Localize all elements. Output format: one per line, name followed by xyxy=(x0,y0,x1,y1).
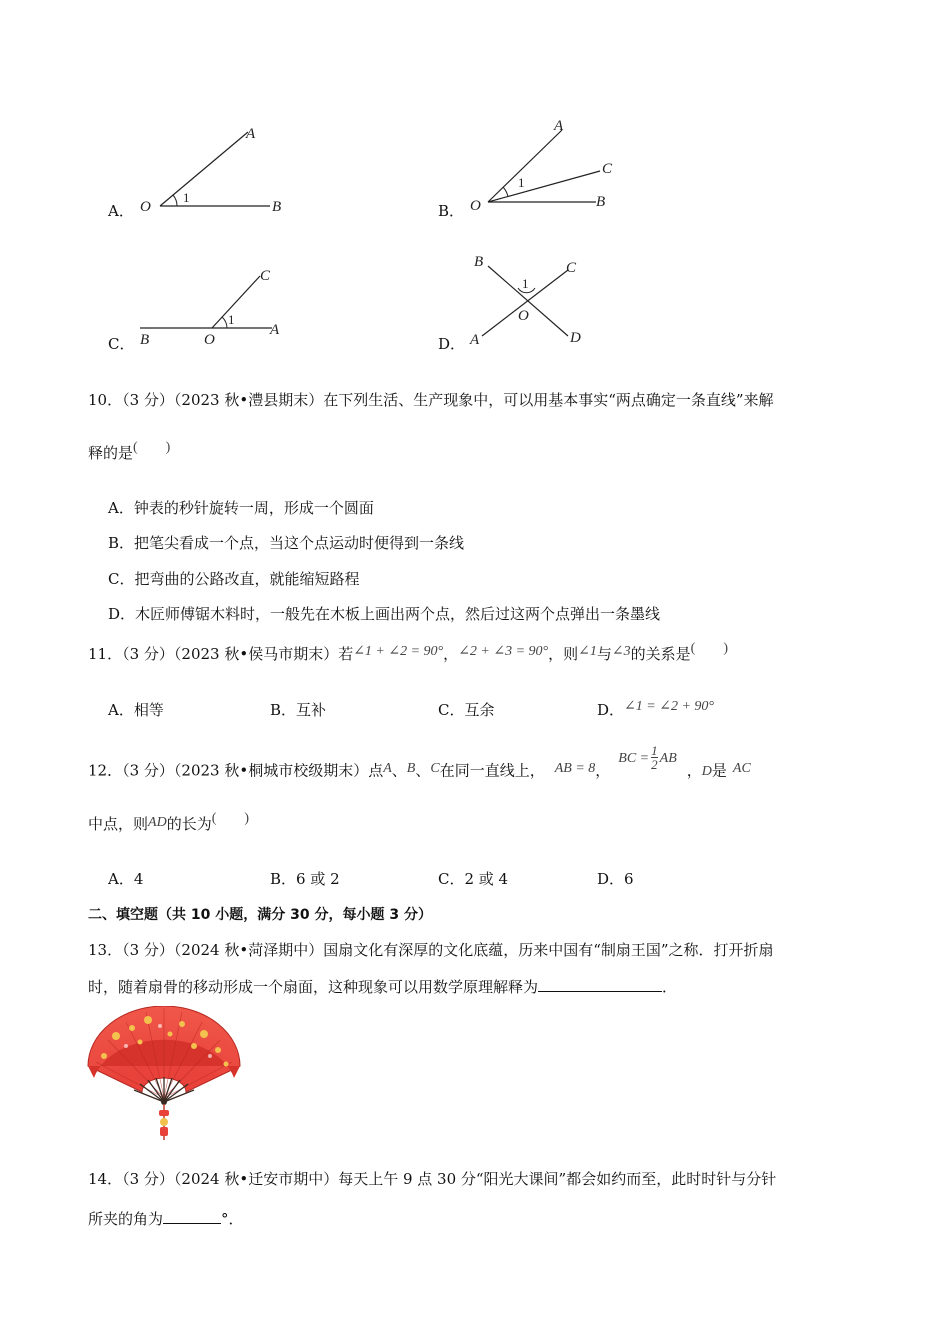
q9c-label-c: C xyxy=(260,268,271,284)
q12-stem-line1: 12．（3 分）（2023 秋•桐城市校级期末）点A、B、C在同一直线上， AB = 8，BC = $\frac{1}{2}$ AB，D是 AC xyxy=(88,743,751,780)
q11-option-d: D．∠1 = ∠2 + 90° xyxy=(597,699,714,719)
q9b-label-a: A xyxy=(554,118,564,134)
q10-option-b: B．把笔尖看成一个点，当这个点运动时便得到一条线 xyxy=(108,534,465,552)
q9d-label-1: 1 xyxy=(522,276,529,291)
q9d-label-c: C xyxy=(566,260,577,276)
section-fill-in-heading: 二、填空题（共 10 小题，满分 30 分，每小题 3 分） xyxy=(88,907,432,923)
q10-stem-line2: 释的是( ) xyxy=(88,440,171,462)
q9-option-a-letter: A． xyxy=(108,202,134,220)
q9-option-d-letter: D． xyxy=(438,335,466,353)
q9-figure-c xyxy=(130,262,300,350)
q12-option-d: D．6 xyxy=(597,870,634,888)
q9b-label-o: O xyxy=(470,198,481,214)
q9c-label-o: O xyxy=(204,332,215,348)
q13-stem-line1: 13．（3 分）（2024 秋•菏泽期中）国扇文化有深厚的文化底蕴，历来中国有“制扇王国”之称．打开折扇 xyxy=(88,941,774,959)
q9-figure-d xyxy=(460,248,600,348)
q12-option-a: A．4 xyxy=(108,870,144,888)
q9b-label-b: B xyxy=(596,194,606,210)
q11-answer-paren: ( ) xyxy=(690,641,728,656)
q12-fraction: $\frac{1}{2}$ xyxy=(651,743,658,772)
q13-stem-line2: 时，随着扇骨的移动形成一个扇面，这种现象可以用数学原理解释为 ． xyxy=(88,978,678,996)
q14-stem-line2: 所夹的角为 °． xyxy=(88,1210,244,1228)
q11-math-1: ∠1 + ∠2 = 90° xyxy=(353,644,444,659)
q9d-label-a: A xyxy=(470,332,480,348)
q9a-label-b: B xyxy=(272,199,282,215)
q9b-label-1: 1 xyxy=(518,175,525,190)
q10-option-c: C．把弯曲的公路改直，就能缩短路程 xyxy=(108,570,360,588)
q12-option-b: B．6 或 2 xyxy=(270,870,340,888)
q9d-label-o: O xyxy=(518,308,529,324)
q10-stem-line1: 10．（3 分）（2023 秋•澧县期末）在下列生活、生产现象中，可以用基本事实“两点确定一条直线”来解 xyxy=(88,391,774,409)
q12-math-ab: AB = 8 xyxy=(554,760,596,776)
q11-math-4: ∠3 xyxy=(611,644,631,659)
q9a-label-o: O xyxy=(140,199,151,215)
q12-answer-paren: ( ) xyxy=(211,811,250,826)
q11-option-d-math: ∠1 = ∠2 + 90° xyxy=(624,699,714,714)
q9a-label-1: 1 xyxy=(183,190,190,205)
q10-answer-paren: ( ) xyxy=(133,440,171,455)
q9-option-c-letter: C． xyxy=(108,335,135,353)
q9a-label-a: A xyxy=(246,126,256,142)
q11-stem: 11．（3 分）（2023 秋•侯马市期末）若∠1 + ∠2 = 90°，∠2 + ∠3 = 90°，则∠1与∠3的关系是( ) xyxy=(88,641,728,663)
q11-option-b: B．互补 xyxy=(270,701,327,719)
q11-math-2: ∠2 + ∠3 = 90° xyxy=(458,644,549,659)
q10-option-a: A．钟表的秒针旋转一周，形成一个圆面 xyxy=(108,499,374,517)
q12-option-c: C．2 或 4 xyxy=(438,870,509,888)
q10-option-d: D．木匠师傅锯木料时，一般先在木板上画出两个点，然后过这两个点弹出一条墨线 xyxy=(108,605,661,623)
q9c-label-a: A xyxy=(270,322,280,338)
q9-option-b-letter: B． xyxy=(438,202,465,220)
q9c-label-1: 1 xyxy=(228,312,235,327)
q12-stem-line2: 中点，则AD的长为( ) xyxy=(88,811,250,833)
q9-figure-b xyxy=(460,110,630,218)
q13-answer-blank[interactable] xyxy=(538,977,662,992)
q11-math-3: ∠1 xyxy=(578,644,597,659)
q9d-label-d: D xyxy=(570,330,581,346)
q14-stem-line1: 14．（3 分）（2024 秋•迁安市期中）每天上午 9 点 30 分“阳光大课间”都会如约而至，此时时针与分针 xyxy=(88,1170,777,1188)
q11-option-a: A．相等 xyxy=(108,701,164,719)
q9b-label-c: C xyxy=(602,161,613,177)
folding-fan-image xyxy=(86,1006,242,1142)
q9d-label-b: B xyxy=(474,254,484,270)
q14-answer-blank[interactable] xyxy=(163,1209,221,1224)
q9c-label-b: B xyxy=(140,332,150,348)
q11-option-c: C．互余 xyxy=(438,701,495,719)
q9-figure-a xyxy=(130,118,300,218)
